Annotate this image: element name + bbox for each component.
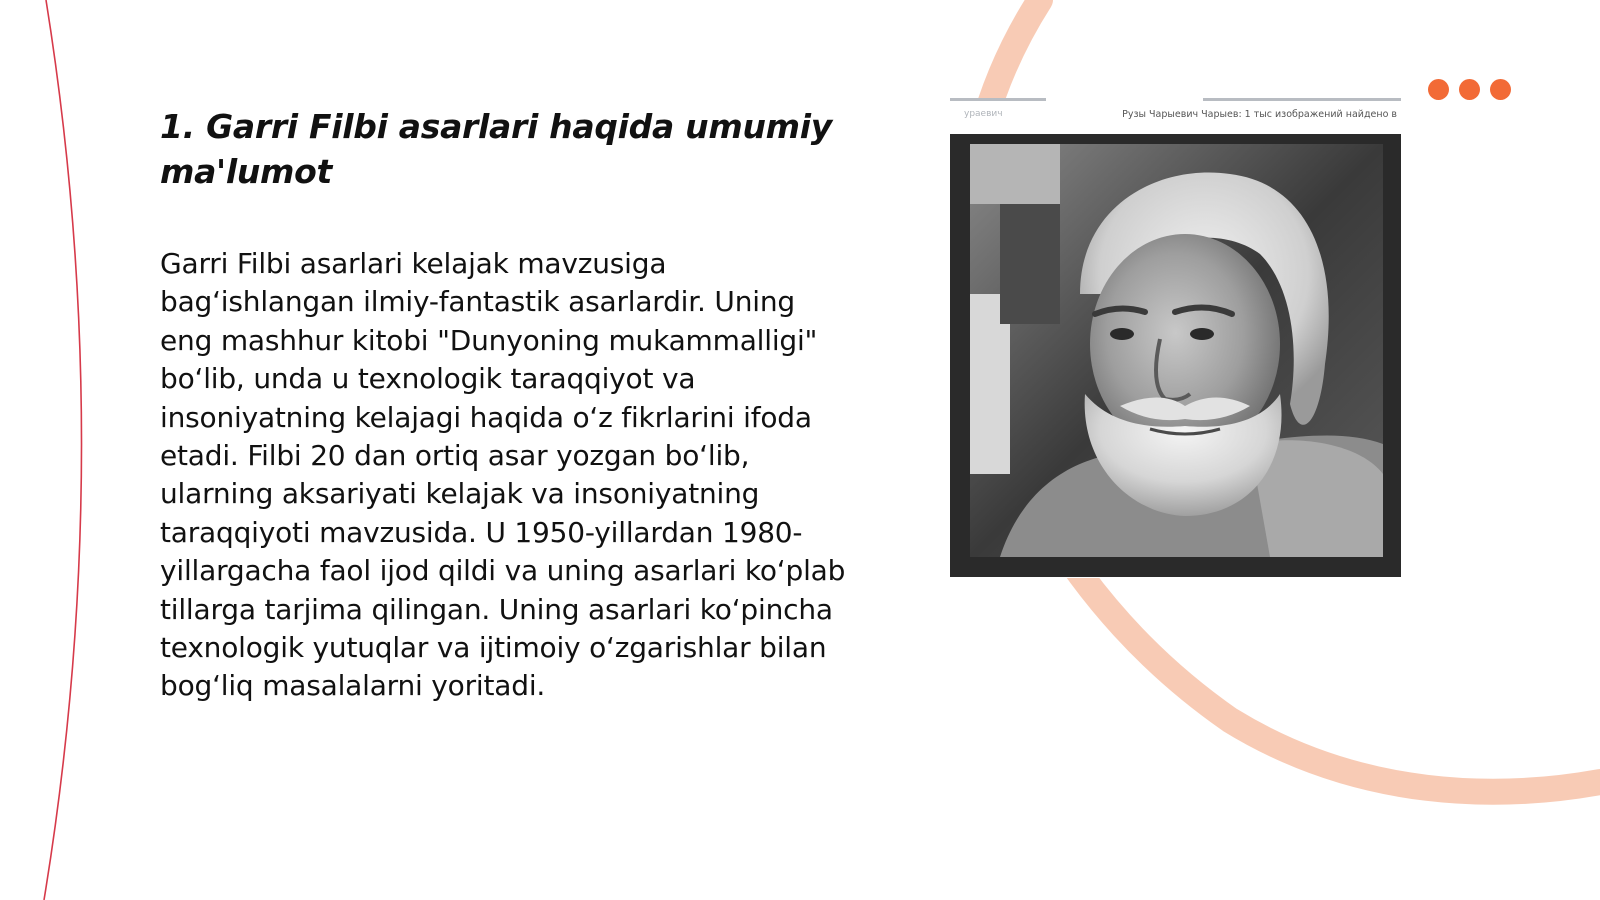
portrait-image — [970, 144, 1383, 557]
caption-bar-line-left — [950, 98, 1046, 101]
dot-icon — [1459, 79, 1480, 100]
dot-icon — [1428, 79, 1449, 100]
caption-bar-right-text: Рузы Чарыевич Чарыев: 1 тыс изображений найдено в — [1122, 109, 1397, 120]
photo-caption-bar — [950, 98, 1401, 130]
dot-icon — [1490, 79, 1511, 100]
caption-bar-line-right — [1203, 98, 1401, 101]
author-portrait-photo — [970, 144, 1383, 557]
three-dots-icon — [1428, 79, 1511, 100]
left-red-curve — [44, 0, 82, 900]
photo-matte — [950, 134, 1401, 577]
slide-title: 1. Garri Filbi asarlari haqida umumiy ma'lumot — [160, 107, 832, 191]
author-photo-frame — [950, 98, 1401, 578]
caption-bar-left-text: ураевич — [964, 109, 1003, 119]
slide-body-text: Garri Filbi asarlari kelajak mavzusiga bag‘ishlangan ilmiy-fantastik asarlardir. Uning eng mashhur kitobi "Dunyoning mukammalligi" bo‘lib, unda u texnologik taraqqiyot va insoniyatning kelajagi haqida o‘z fikrlarini ifoda etadi. Filbi 20 dan ortiq asar yozgan bo‘lib, ularning aksariyati kelajak va insoniyatning taraqqiyoti mavzusida. U 1950-yillardan 1980-yillargacha faol ijod qildi va uning asarlari ko‘plab tillarga tarjima qilingan. Uning asarlari ko‘pincha texnologik yutuqlar va ijtimoiy o‘zgarishlar bilan bog‘liq masalalarni yoritadi. — [160, 247, 846, 703]
